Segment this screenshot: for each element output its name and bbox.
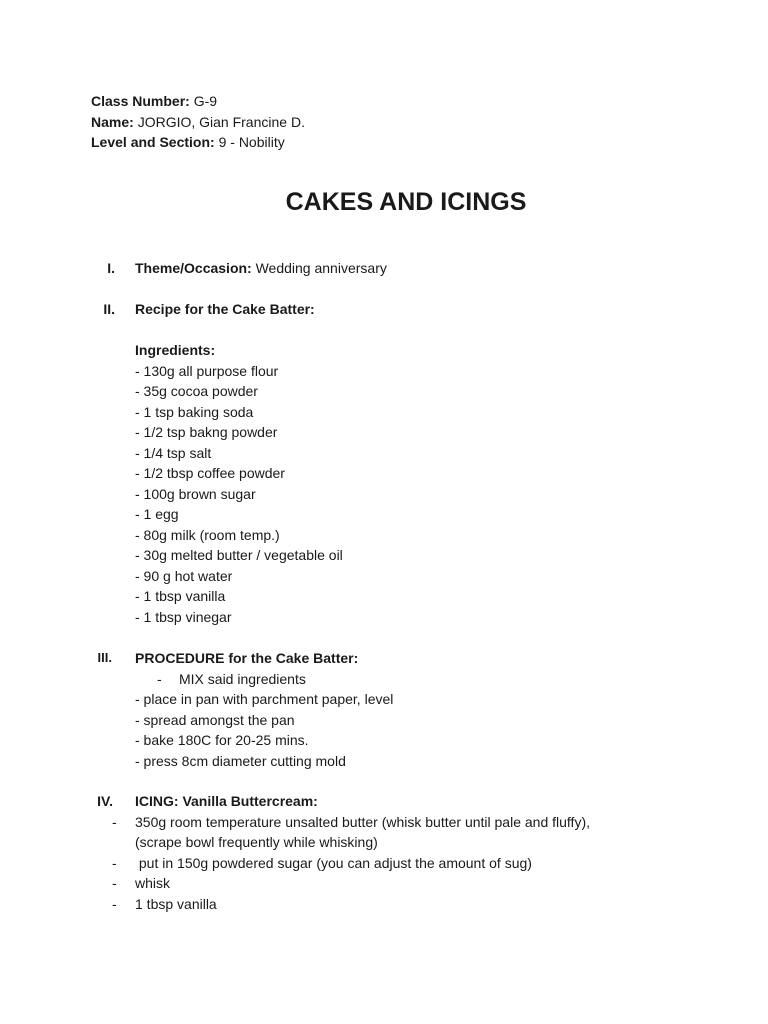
ingredients-heading: Ingredients: [135, 342, 216, 358]
theme-label: Theme/Occasion: [135, 260, 252, 276]
icing-item-text: 1 tbsp vanilla [135, 895, 217, 912]
ingredient-item: - 1 tbsp vanilla [135, 588, 226, 604]
section-numeral: III. [97, 650, 112, 665]
icing-item [112, 894, 735, 915]
ingredient-item: - 1 tbsp vinegar [135, 608, 232, 625]
ingredient-item: - 1 tsp baking soda [135, 403, 254, 420]
class-number-label: Class Number: [91, 93, 190, 109]
ingredient-item: - 1 egg [135, 506, 179, 522]
procedure-step: - bake 180C for 20-25 mins. [135, 732, 309, 748]
class-number-line [91, 91, 305, 112]
ingredient-item: - 100g brown sugar [135, 485, 256, 502]
section-numeral: IV. [97, 793, 113, 809]
ingredient-item: - 130g all purpose flour [135, 362, 279, 379]
icing-item [112, 853, 735, 874]
icing-item [112, 873, 735, 894]
icing-item-text: 350g room temperature unsalted butter (whisk butter until pale and fluffy), [135, 813, 590, 830]
icing-item-continuation [135, 832, 735, 853]
icing-item [112, 812, 735, 833]
procedure-step: - spread amongst the pan [135, 711, 295, 728]
procedure-step: - press 8cm diameter cutting mold [135, 752, 346, 769]
bullet-dash: - [112, 895, 117, 912]
ingredient-item: - 1/2 tbsp coffee powder [135, 465, 285, 481]
theme-value: Wedding anniversary [255, 260, 387, 276]
level-section-line [91, 132, 305, 153]
section-numeral: I. [107, 260, 115, 276]
ingredient-item: - 90 g hot water [135, 567, 233, 584]
ingredient-item: - 80g milk (room temp.) [135, 526, 280, 543]
procedure-step: - place in pan with parchment paper, level [135, 691, 394, 707]
ingredient-item: - 1/4 tsp salt [135, 444, 212, 461]
student-info [91, 91, 305, 153]
bullet-dash: - [157, 670, 162, 687]
class-number-value: G-9 [193, 93, 218, 109]
ingredient-item: - 30g melted butter / vegetable oil [135, 547, 343, 563]
icing-item-text: (scrape bowl frequently while whisking) [135, 834, 378, 850]
document-title: CAKES AND ICINGS [285, 188, 527, 216]
level-section-label: Level and Section: [91, 134, 215, 150]
icing-item-text: whisk [135, 875, 171, 891]
icing-heading: ICING: Vanilla Buttercream: [135, 793, 318, 809]
procedure-step-text: MIX said ingredients [179, 670, 306, 687]
bullet-dash: - [112, 875, 117, 891]
icing-item-text: put in 150g powdered sugar (you can adjust the amount of sug) [135, 854, 532, 871]
section-numeral: II. [103, 301, 115, 317]
bullet-dash: - [112, 813, 117, 830]
procedure-heading: PROCEDURE for the Cake Batter: [135, 650, 359, 666]
ingredient-item: - 35g cocoa powder [135, 383, 258, 399]
procedure-step [135, 669, 735, 690]
level-section-value: 9 - Nobility [218, 134, 285, 150]
name-line [91, 112, 305, 133]
ingredient-item: - 1/2 tsp bakng powder [135, 424, 278, 440]
name-label: Name: [91, 113, 134, 130]
recipe-heading: Recipe for the Cake Batter: [135, 301, 315, 317]
bullet-dash: - [112, 854, 117, 871]
name-value: JORGIO, Gian Francine D. [137, 113, 305, 130]
